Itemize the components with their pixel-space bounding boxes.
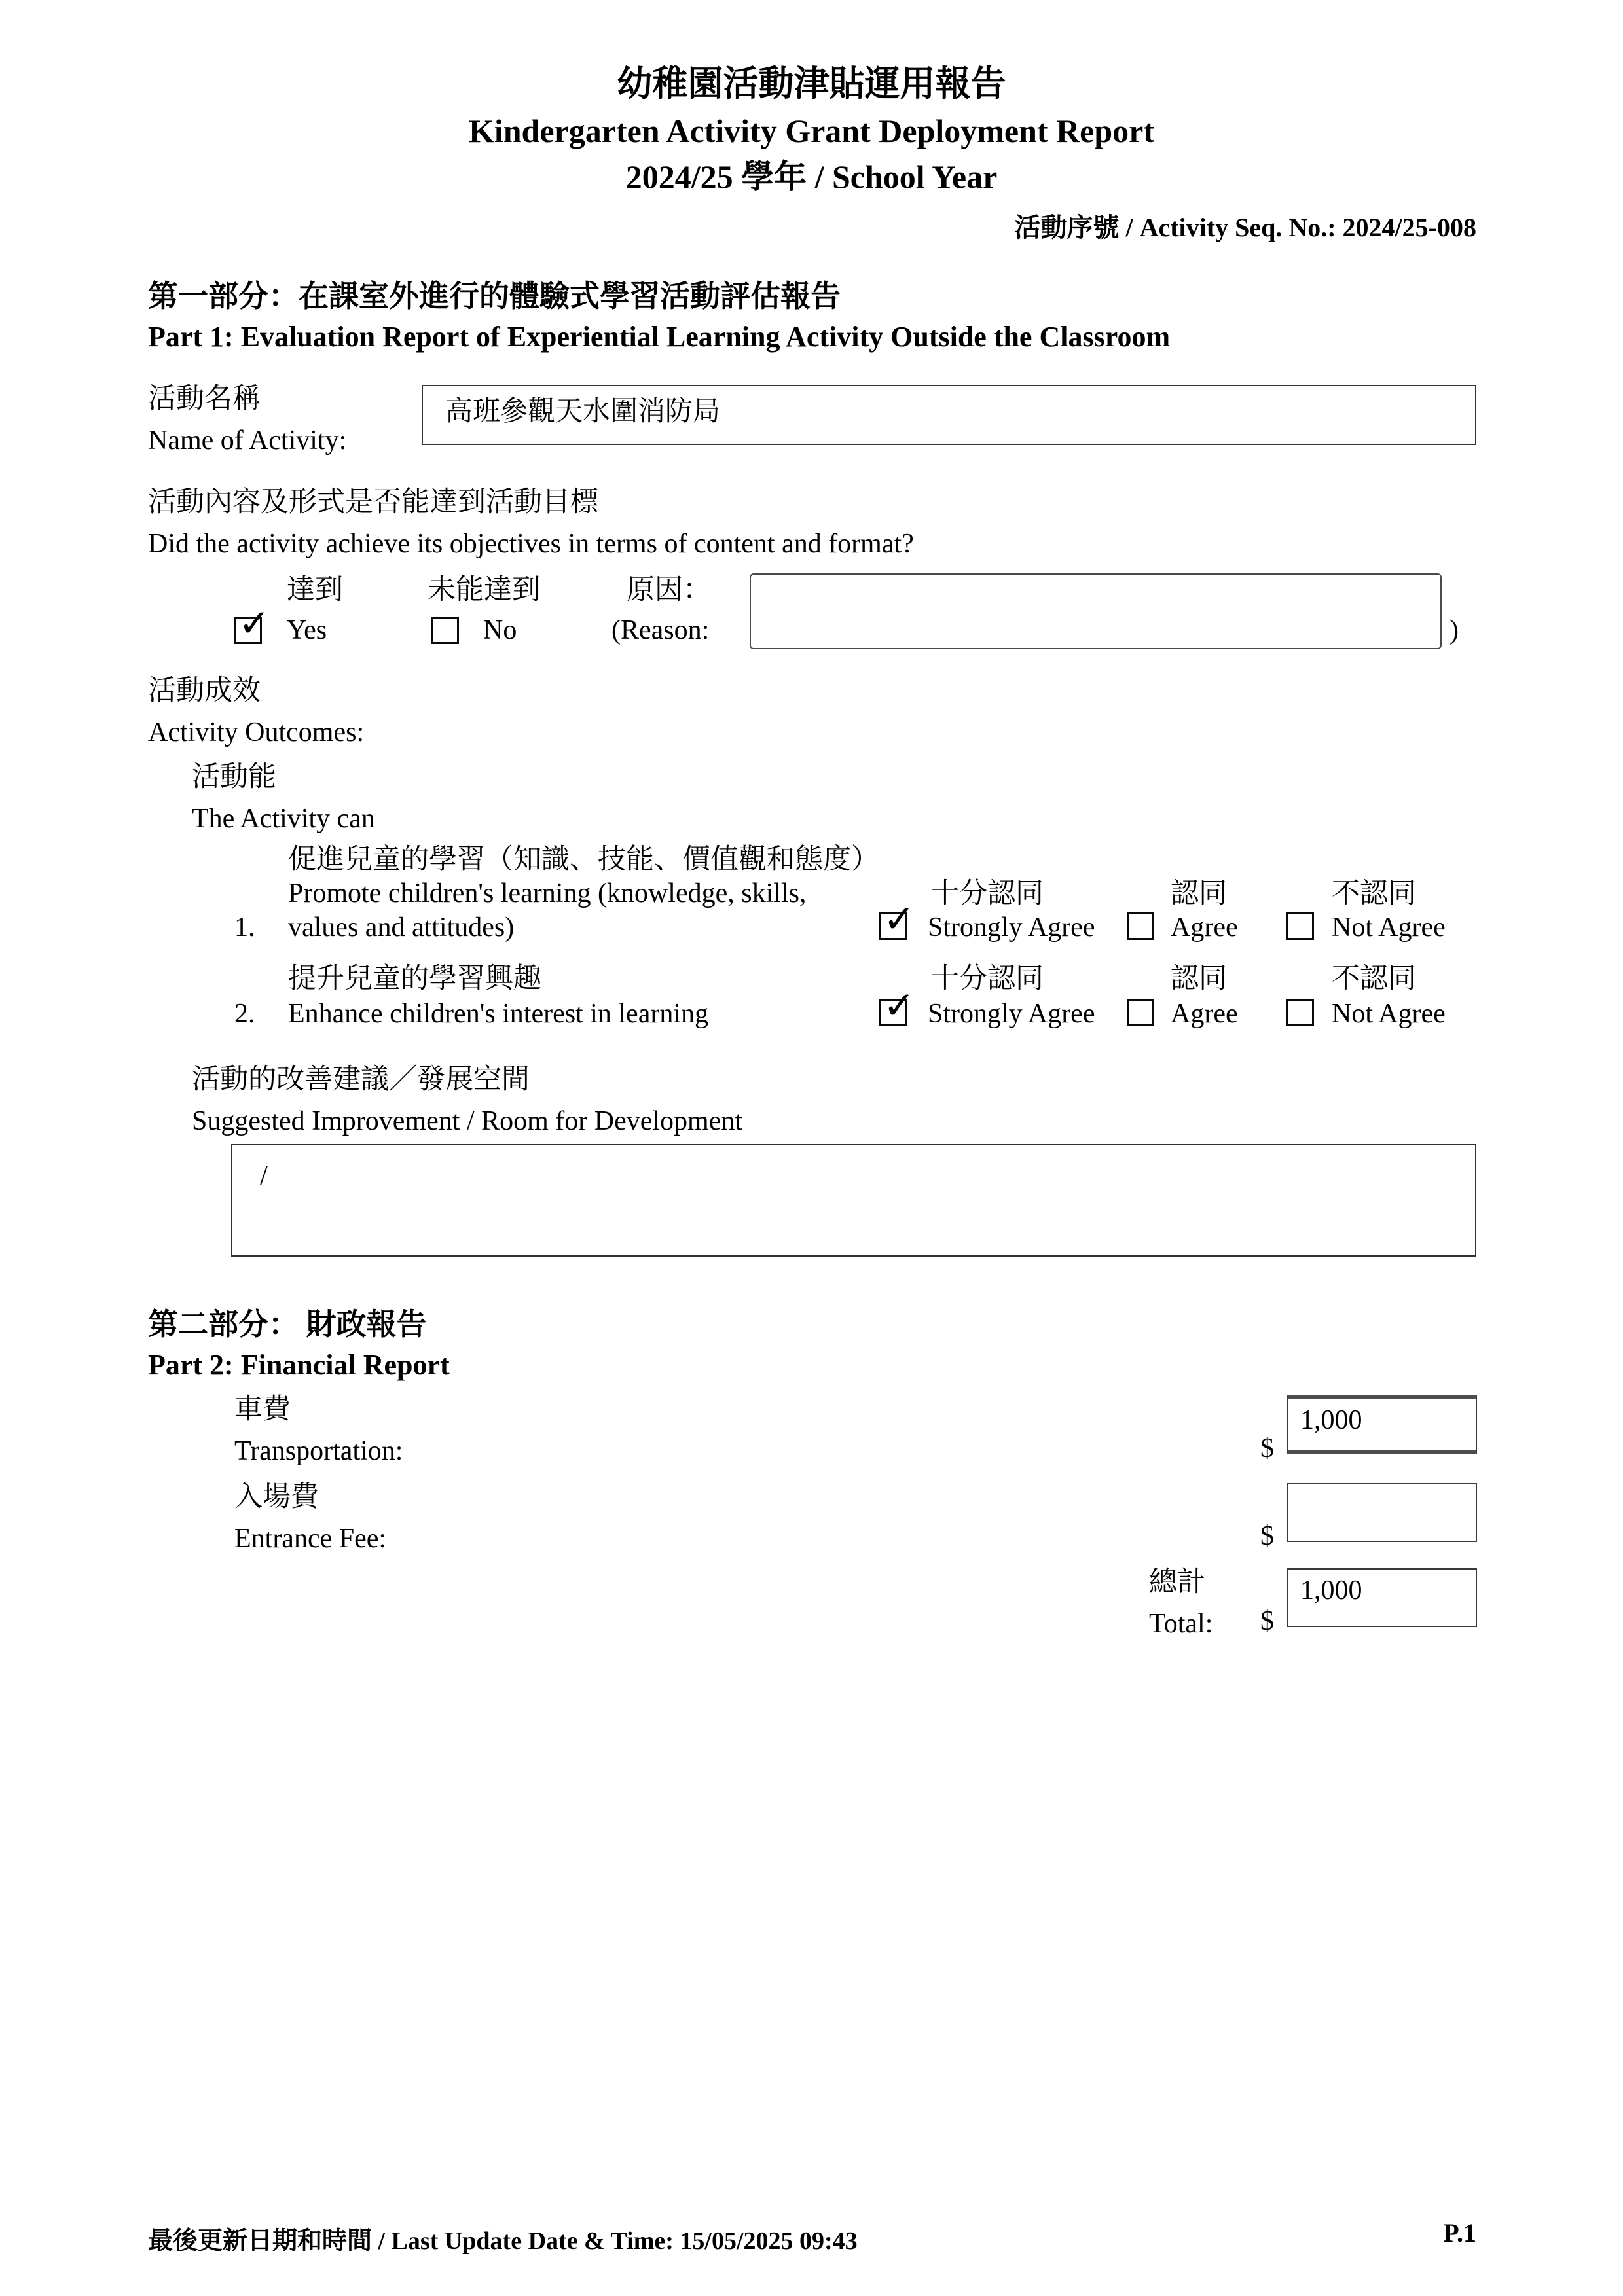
objective-question-en: Did the activity achieve its objectives in terms of content and format? xyxy=(148,529,914,559)
item1-text-en-line1: Promote children's learning (knowledge, skills, xyxy=(288,878,807,908)
total-label-zh: 總計 xyxy=(1149,1567,1205,1598)
item1-option3-label-zh: 不認同 xyxy=(1332,878,1416,909)
page-title-en: Kindergarten Activity Grant Deployment Report xyxy=(468,113,1155,149)
outcomes-sub-zh: 活動能 xyxy=(192,762,276,793)
entrance-fee-currency: $ xyxy=(1260,1521,1274,1551)
page-title-zh: 幼稚園活動津貼運用報告 xyxy=(617,64,1006,103)
total-input[interactable] xyxy=(1287,1568,1477,1627)
item2-option3-label-en: Not Agree xyxy=(1332,999,1446,1029)
item1-option1-label-zh: 十分認同 xyxy=(931,878,1044,909)
reason-label-en: (Reason: xyxy=(611,615,710,645)
transportation-input[interactable] xyxy=(1287,1395,1477,1454)
item2-option1-label-en: Strongly Agree xyxy=(928,999,1095,1029)
outcomes-heading-en: Activity Outcomes: xyxy=(148,717,365,747)
item1-not-agree-checkbox[interactable] xyxy=(1286,912,1314,940)
no-checkbox[interactable] xyxy=(431,617,459,644)
item1-option2-label-zh: 認同 xyxy=(1171,878,1227,909)
entrance-fee-label-zh: 入場費 xyxy=(234,1482,319,1513)
transportation-currency: $ xyxy=(1260,1433,1274,1463)
part1-heading-en: Part 1: Evaluation Report of Experiential Learning Activity Outside the Classroom xyxy=(148,321,1171,353)
outcome-item-2 xyxy=(234,962,1478,1041)
item1-number: 1. xyxy=(234,912,255,942)
transportation-value: 1,000 xyxy=(1300,1405,1362,1435)
yes-checkbox[interactable] xyxy=(234,617,262,644)
improvement-label-zh: 活動的改善建議／發展空間 xyxy=(192,1064,530,1095)
reason-close-paren: ) xyxy=(1450,615,1459,645)
activity-name-label-zh: 活動名稱 xyxy=(148,384,261,414)
reason-label-zh: 原因： xyxy=(627,575,711,605)
item2-option2-label-zh: 認同 xyxy=(1171,963,1227,994)
item2-agree-checkbox[interactable] xyxy=(1127,999,1154,1026)
last-update-timestamp: 最後更新日期和時間 / Last Update Date & Time: 15/05/2025 09:43 xyxy=(148,2227,858,2255)
no-label-zh: 未能達到 xyxy=(428,575,540,605)
outcomes-sub-en: The Activity can xyxy=(192,804,375,834)
part1-heading-zh: 第一部分：在課室外進行的體驗式學習活動評估報告 xyxy=(148,279,841,313)
item2-option2-label-en: Agree xyxy=(1171,999,1238,1029)
item2-strongly-agree-checkbox[interactable] xyxy=(879,999,907,1026)
page-number: P.1 xyxy=(1443,2218,1476,2248)
outcomes-heading-zh: 活動成效 xyxy=(148,675,261,706)
school-year: 2024/25 學年 / School Year xyxy=(625,158,998,195)
item2-option1-label-zh: 十分認同 xyxy=(931,963,1044,994)
improvement-value: / xyxy=(260,1161,268,1191)
yes-label-zh: 達到 xyxy=(287,575,343,605)
item1-agree-checkbox[interactable] xyxy=(1127,912,1154,940)
activity-name-label-en: Name of Activity: xyxy=(148,425,347,456)
item1-strongly-agree-checkbox[interactable] xyxy=(879,912,907,940)
activity-name-value: 高班參觀天水圍消防局 xyxy=(445,397,721,427)
item2-number: 2. xyxy=(234,999,255,1029)
total-currency: $ xyxy=(1260,1606,1274,1636)
transportation-label-zh: 車費 xyxy=(234,1394,291,1425)
part2-heading-en: Part 2: Financial Report xyxy=(148,1349,450,1381)
yes-label-en: Yes xyxy=(287,615,327,645)
entrance-fee-label-en: Entrance Fee: xyxy=(234,1524,387,1554)
improvement-input[interactable] xyxy=(231,1144,1476,1257)
item2-text-en: Enhance children's interest in learning xyxy=(288,999,708,1029)
total-value: 1,000 xyxy=(1300,1575,1362,1605)
no-label-en: No xyxy=(483,615,517,645)
item1-text-en-line2: values and attitudes) xyxy=(288,912,515,942)
item2-not-agree-checkbox[interactable] xyxy=(1286,999,1314,1026)
item1-option1-label-en: Strongly Agree xyxy=(928,912,1095,942)
transportation-label-en: Transportation: xyxy=(234,1436,403,1466)
total-label-en: Total: xyxy=(1149,1609,1213,1639)
objective-question-zh: 活動內容及形式是否能達到活動目標 xyxy=(148,487,598,518)
improvement-label-en: Suggested Improvement / Room for Development xyxy=(192,1106,743,1136)
activity-seq-no: 活動序號 / Activity Seq. No.: 2024/25-008 xyxy=(1014,213,1476,242)
item2-text-zh: 提升兒童的學習興趣 xyxy=(288,963,541,994)
item2-option3-label-zh: 不認同 xyxy=(1332,963,1416,994)
outcome-item-1 xyxy=(234,843,1478,948)
part2-heading-zh: 第二部分： 財政報告 xyxy=(148,1308,427,1341)
item1-option3-label-en: Not Agree xyxy=(1332,912,1446,942)
objective-answer-row xyxy=(234,573,1478,691)
entrance-fee-input[interactable] xyxy=(1287,1483,1477,1542)
entrance-fee-value xyxy=(1288,1484,1476,1490)
activity-name-input[interactable] xyxy=(422,385,1476,445)
item1-text-zh: 促進兒童的學習（知識、技能、價值觀和態度） xyxy=(288,844,879,875)
item1-option2-label-en: Agree xyxy=(1171,912,1238,942)
reason-input[interactable] xyxy=(750,573,1442,649)
